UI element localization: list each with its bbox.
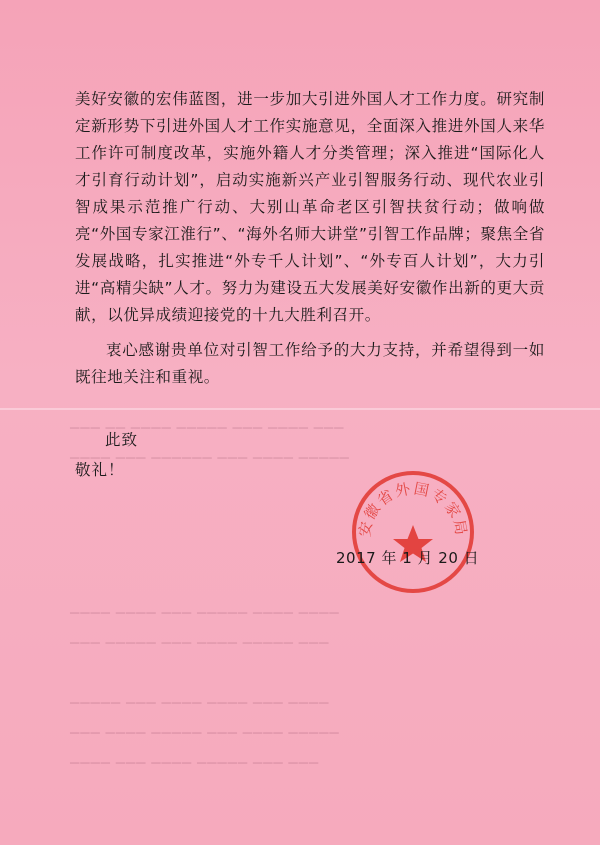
bleed-through-line: ▁▁▁▁ ▁▁▁▁ ▁▁▁ ▁▁▁▁▁ ▁▁▁▁ ▁▁▁▁ [70, 600, 340, 614]
bleed-through-line: ▁▁▁ ▁▁ ▁▁▁▁ ▁▁▁▁▁ ▁▁▁ ▁▁▁▁ ▁▁▁ [70, 415, 345, 429]
thanks-paragraph: 衷心感谢贵单位对引智工作给予的大力支持，并希望得到一如既往地关注和重视。 [75, 341, 545, 386]
bleed-through-line: ▁▁▁ ▁▁▁▁ ▁▁▁▁▁ ▁▁▁ ▁▁▁▁ ▁▁▁▁▁ [70, 720, 340, 734]
bleed-through-line: ▁▁▁ ▁▁▁▁▁ ▁▁▁ ▁▁▁▁ ▁▁▁▁▁ ▁▁▁ [70, 630, 330, 644]
closing-respect: 敬礼！ [75, 461, 125, 479]
letter-date: 2017 年 1 月 20 日 [336, 549, 480, 567]
official-seal [348, 467, 478, 597]
paper-fold [0, 408, 600, 410]
bleed-through-line: ▁▁▁▁ ▁▁▁ ▁▁▁▁▁▁ ▁▁▁ ▁▁▁▁ ▁▁▁▁▁ [70, 445, 350, 459]
letter-body [75, 86, 545, 391]
body-paragraph: 美好安徽的宏伟蓝图，进一步加大引进外国人才工作力度。研究制定新形势下引进外国人才工作实施意见，全面深入推进外国人来华工作许可制度改革，实施外籍人才分类管理；深入推进“国际化人才引育行动计划”，启动实施新兴产业引智服务行动、现代农业引智成果示范推广行动、大别山革命老区引智扶贫行动；做响做亮“外国专家江淮行”、“海外名师大讲堂”引智工作品牌；聚焦全省发展战略，扎实推进“外专千人计划”、“外专百人计划”，大力引进“高精尖缺”人才。努力为建设五大发展美好安徽作出新的更大贡献，以优异成绩迎接党的十九大胜利召开。 [75, 90, 545, 324]
svg-text:安徽省外国专家局: 安徽省外国专家局 [355, 479, 471, 539]
closing-salutation: 此致 [105, 431, 139, 449]
bleed-through-line: ▁▁▁▁ ▁▁▁ ▁▁▁▁ ▁▁▁▁▁ ▁▁▁ ▁▁▁ [70, 750, 320, 764]
bleed-through-line: ▁▁▁▁▁ ▁▁▁ ▁▁▁▁ ▁▁▁▁ ▁▁▁ ▁▁▁▁ [70, 690, 330, 704]
